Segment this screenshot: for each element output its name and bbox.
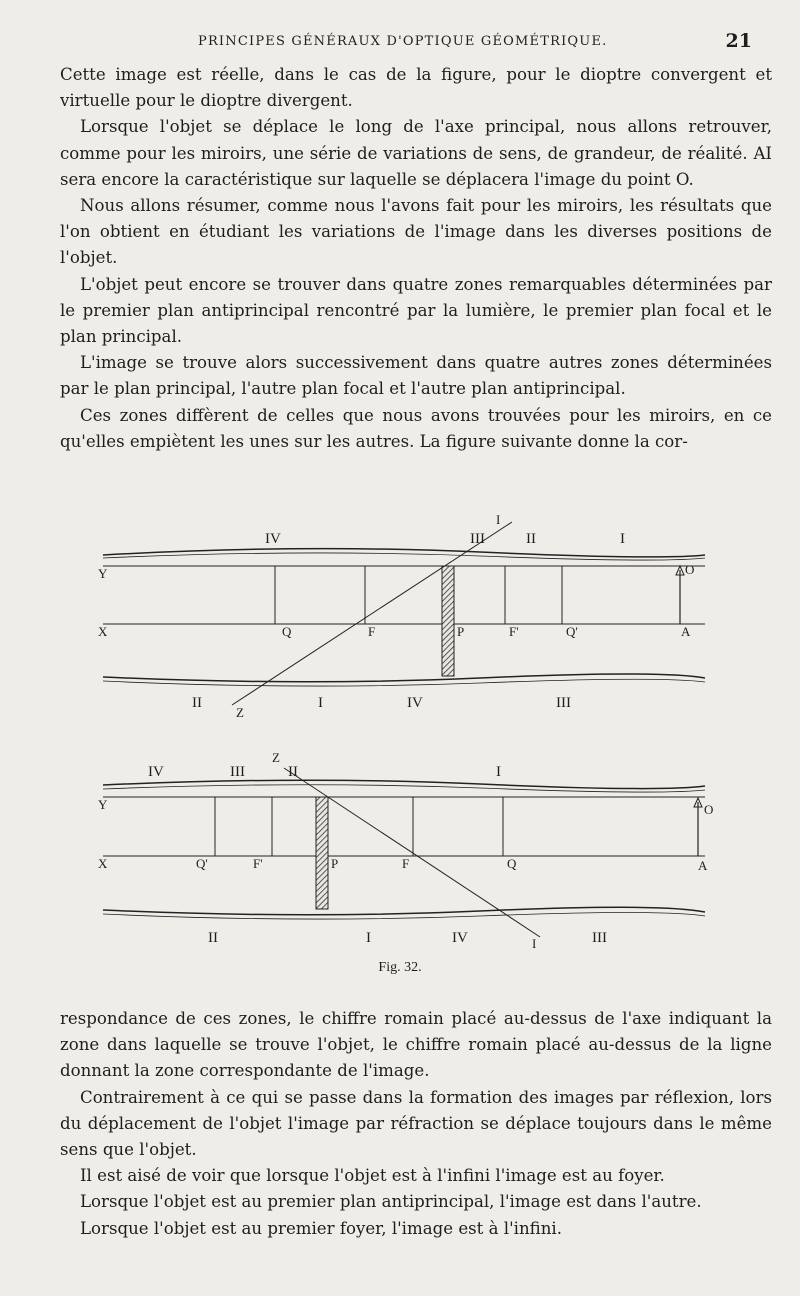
zone-label: III <box>556 695 571 711</box>
zone-label: II <box>208 930 218 946</box>
zone-brace-top <box>103 780 705 788</box>
point-label: Q' <box>196 856 208 871</box>
ray-label-i: I <box>496 512 501 527</box>
zone-label: III <box>592 930 607 946</box>
point-label: F <box>402 856 410 871</box>
paragraph: Ces zones diffèrent de celles que nous avons trouvées pour les miroirs, en ce qu'elles empiètent les unes sur les autres. La figure suivante donne la cor- <box>60 405 772 451</box>
point-label: Q <box>282 624 292 639</box>
page-number: 21 <box>725 30 752 52</box>
paragraph: Il est aisé de voir que lorsque l'objet est à l'infini l'image est au foyer. <box>80 1166 665 1186</box>
label-o: O <box>704 802 714 817</box>
zone-label: IV <box>407 695 423 711</box>
point-label: F' <box>253 856 263 871</box>
figure-caption: Fig. 32. <box>378 960 422 975</box>
paragraph: respondance de ces zones, le chiffre romain placé au-dessus de l'axe indiquant la zone dans laquelle se trouve l'objet, le chiffre romain placé au-dessus de la ligne donnant la zone correspondante de l'image. <box>60 1009 772 1081</box>
point-label: Q' <box>566 624 578 639</box>
diagram-top <box>98 512 705 720</box>
paragraph: L'image se trouve alors successivement dans quatre autres zones déterminées par le plan principal, l'autre plan focal et l'autre plan antiprincipal. <box>60 353 772 399</box>
point-label: F <box>368 624 376 639</box>
running-head: PRINCIPES GÉNÉRAUX D'OPTIQUE GÉOMÉTRIQUE. <box>198 34 608 49</box>
ray-label-i: I <box>532 936 537 951</box>
zone-brace-bottom <box>103 907 705 915</box>
text-block-top <box>60 62 772 455</box>
label-a: A <box>698 858 708 873</box>
figure-32 <box>0 500 800 956</box>
zone-brace-top <box>103 549 705 557</box>
zone-label: I <box>366 930 371 946</box>
zone-label: II <box>526 531 536 547</box>
label-y: Y <box>98 566 108 581</box>
principal-plane <box>316 797 328 909</box>
ray-label-z: Z <box>236 705 244 720</box>
zone-label: IV <box>452 930 468 946</box>
paragraph: L'objet peut encore se trouver dans quatre zones remarquables déterminées par le premier plan antiprincipal rencontré par la lumière, le premier plan focal et le plan principal. <box>60 274 772 347</box>
paragraph: Contrairement à ce qui se passe dans la formation des images par réflexion, lors du déplacement de l'objet l'image par réfraction se déplace toujours dans le même sens que l'objet. <box>60 1087 772 1160</box>
page-header <box>0 30 800 54</box>
label-a: A <box>681 624 691 639</box>
zone-label: III <box>470 531 485 547</box>
paragraph: Lorsque l'objet est au premier plan antiprincipal, l'image est dans l'autre. <box>80 1192 702 1212</box>
zone-label: IV <box>265 531 281 547</box>
paragraph: Lorsque l'objet est au premier foyer, l'image est à l'infini. <box>80 1218 562 1238</box>
point-label: P <box>457 624 465 639</box>
label-y: Y <box>98 797 108 812</box>
point-label: Q <box>507 856 517 871</box>
principal-plane <box>442 566 454 676</box>
zone-label: I <box>318 695 323 711</box>
paragraph: Nous allons résumer, comme nous l'avons fait pour les miroirs, les résultats que l'on obtient en étudiant les variations de l'image dans les diverses positions de l'objet. <box>60 196 772 268</box>
paragraph: Cette image est réelle, dans le cas de la figure, pour le dioptre convergent et virtuelle pour le dioptre divergent. <box>60 65 772 111</box>
zone-brace-bottom <box>103 674 705 682</box>
text-block-bottom <box>60 1006 772 1242</box>
diagram-bottom <box>98 750 713 951</box>
zone-label: I <box>496 764 501 780</box>
paragraph: Lorsque l'objet se déplace le long de l'axe principal, nous allons retrouver, comme pour les miroirs, une série de variations de sens, de grandeur, de réalité. AI sera encore la caractéristique sur laquelle se déplacera l'image du point O. <box>60 117 772 189</box>
zone-label: IV <box>148 764 164 780</box>
point-label: F' <box>509 624 519 639</box>
label-x: X <box>98 856 108 871</box>
zone-label: II <box>192 695 202 711</box>
label-o: O <box>685 562 695 577</box>
zone-label: III <box>230 764 245 780</box>
zone-label: I <box>620 531 625 547</box>
zone-label: II <box>288 764 298 780</box>
point-label: P <box>331 856 339 871</box>
label-x: X <box>98 624 108 639</box>
ray-label-z: Z <box>272 750 280 765</box>
